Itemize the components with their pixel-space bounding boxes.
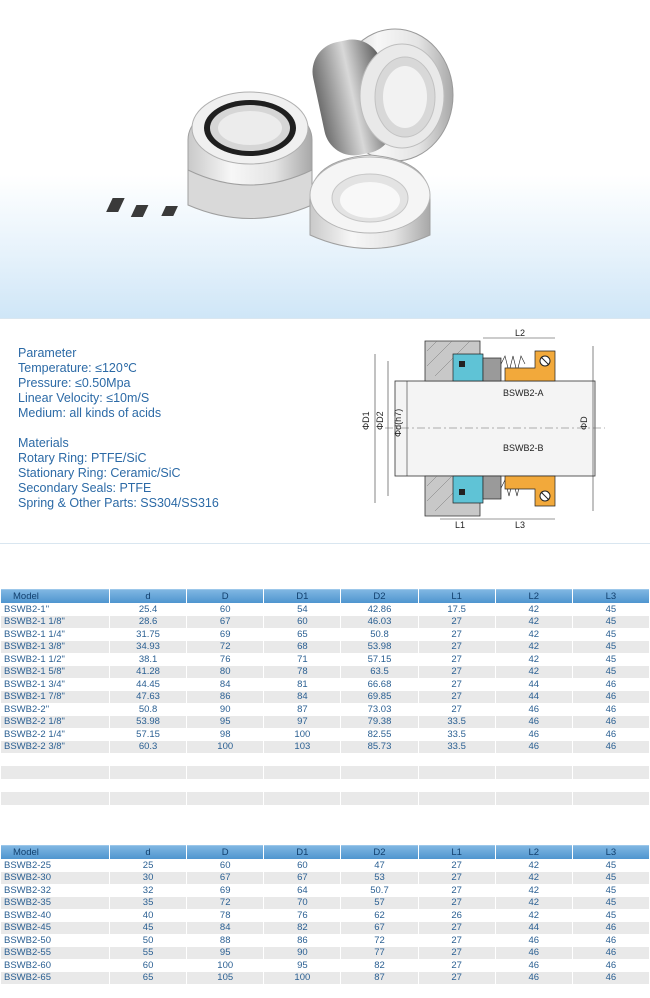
table-cell-empty: [264, 766, 340, 779]
table-cell: 98: [187, 728, 263, 741]
table-cell: 46: [573, 922, 649, 935]
table-cell: 57.15: [110, 728, 186, 741]
table-cell-empty: [1, 753, 109, 766]
table-cell: 27: [419, 653, 495, 666]
table-cell-empty: [110, 805, 186, 818]
table-cell: 73.03: [341, 703, 417, 716]
table-cell-empty: [573, 766, 649, 779]
dim-l3: L3: [515, 520, 526, 530]
table-cell-empty: [1, 792, 109, 805]
table-cell: 95: [264, 959, 340, 972]
table-cell: 46: [573, 934, 649, 947]
table-row: [1, 641, 649, 654]
table-cell-empty: [573, 779, 649, 792]
table-cell-empty: [1, 779, 109, 792]
parameter-pressure: Pressure: ≤0.50Mpa: [18, 376, 131, 390]
col-d1: D1: [264, 589, 340, 603]
table-cell: 100: [187, 741, 263, 754]
table-cell: 44: [496, 691, 572, 704]
table-cell: 45: [573, 909, 649, 922]
table-cell: 46: [573, 716, 649, 729]
col-d: d: [110, 845, 186, 859]
table-cell: 79.38: [341, 716, 417, 729]
table-cell: 87: [341, 972, 417, 985]
table-cell: 69: [187, 628, 263, 641]
table-cell: 86: [187, 691, 263, 704]
table-cell-empty: [264, 792, 340, 805]
table-cell: 50.8: [110, 703, 186, 716]
table-cell: 46: [573, 947, 649, 960]
table-cell: 71: [264, 653, 340, 666]
table-cell: BSWB2-1 7/8": [1, 691, 109, 704]
mechanical-seal-photo: [0, 0, 650, 318]
table-cell: 82: [341, 959, 417, 972]
table-cell: BSWB2-1 5/8": [1, 666, 109, 679]
col-d2: D2: [341, 589, 417, 603]
table-cell: BSWB2-2 3/8": [1, 741, 109, 754]
parameter-heading: Parameter: [18, 346, 77, 360]
table-cell: 42: [496, 603, 572, 616]
table-cell: 27: [419, 616, 495, 629]
table-row: [1, 628, 649, 641]
table-cell: BSWB2-65: [1, 972, 109, 985]
table-cell: 27: [419, 678, 495, 691]
table-cell-empty: [496, 753, 572, 766]
table-cell: 84: [187, 678, 263, 691]
table-cell: BSWB2-2": [1, 703, 109, 716]
seal-upright: [307, 29, 453, 161]
divider: [0, 318, 650, 319]
table-cell: 90: [187, 703, 263, 716]
table-cell: 31.75: [110, 628, 186, 641]
table-cell: 88: [187, 934, 263, 947]
table-cell: 78: [264, 666, 340, 679]
table-cell: 67: [341, 922, 417, 935]
table-cell: 33.5: [419, 728, 495, 741]
table-cell: 68: [264, 641, 340, 654]
col-outer-d: D: [187, 845, 263, 859]
table-cell: BSWB2-1 1/4": [1, 628, 109, 641]
table-row: [1, 922, 649, 935]
table-cell: 87: [264, 703, 340, 716]
table-cell: 84: [264, 691, 340, 704]
table-cell: 100: [264, 728, 340, 741]
table-cell: BSWB2-25: [1, 859, 109, 872]
table-cell: 45: [573, 897, 649, 910]
table-header-row: [1, 589, 649, 603]
col-l1: L1: [419, 589, 495, 603]
table-cell-empty: [496, 792, 572, 805]
table-cell: BSWB2-2 1/4": [1, 728, 109, 741]
table-cell: 57: [341, 897, 417, 910]
table-cell: 54: [264, 603, 340, 616]
table-cell: 80: [187, 666, 263, 679]
table-cell: 100: [264, 972, 340, 985]
table-cell: 27: [419, 666, 495, 679]
table-cell: 62: [341, 909, 417, 922]
table-cell-empty: [264, 753, 340, 766]
table-cell: 95: [187, 716, 263, 729]
table-cell: 27: [419, 884, 495, 897]
table-cell-empty: [264, 805, 340, 818]
table-row: [1, 691, 649, 704]
table-cell: 46: [496, 741, 572, 754]
dim-d: ΦD: [579, 416, 589, 430]
table-cell: 72: [187, 897, 263, 910]
table-cell: 46: [573, 959, 649, 972]
table-cell: 95: [187, 947, 263, 960]
table-cell: 27: [419, 959, 495, 972]
table-cell-empty: [341, 792, 417, 805]
table-cell-empty: [419, 779, 495, 792]
table-cell: 45: [573, 859, 649, 872]
table-cell: 46: [573, 678, 649, 691]
material-secondary-seals: Secondary Seals: PTFE: [18, 481, 152, 495]
table-cell-empty: [187, 766, 263, 779]
table-cell: 105: [187, 972, 263, 985]
table-cell: 33.5: [419, 741, 495, 754]
table-cell: 27: [419, 628, 495, 641]
table-cell: 97: [264, 716, 340, 729]
table-row: [1, 947, 649, 960]
table-cell-empty: [1, 805, 109, 818]
table-cell: 42.86: [341, 603, 417, 616]
table-cell-empty: [187, 805, 263, 818]
table-cell: 45: [110, 922, 186, 935]
parameter-temperature: Temperature: ≤120℃: [18, 361, 137, 375]
col-model: Model: [1, 845, 109, 859]
table-cell: 46: [573, 691, 649, 704]
table-row-empty: [1, 779, 649, 792]
material-rotary-ring: Rotary Ring: PTFE/SiC: [18, 451, 147, 465]
table-cell-empty: [341, 766, 417, 779]
col-model: Model: [1, 589, 109, 603]
table-cell: 38.1: [110, 653, 186, 666]
table-cell: 85.73: [341, 741, 417, 754]
col-l3: L3: [573, 589, 649, 603]
table-cell: 40: [110, 909, 186, 922]
table-cell: BSWB2-1 1/2": [1, 653, 109, 666]
table-cell: BSWB2-50: [1, 934, 109, 947]
table-cell: BSWB2-30: [1, 872, 109, 885]
table-cell: 27: [419, 641, 495, 654]
table-row: [1, 666, 649, 679]
table-cell-empty: [341, 805, 417, 818]
table-cell: 46: [496, 947, 572, 960]
table-cell: 44: [496, 678, 572, 691]
table-row: [1, 728, 649, 741]
materials-heading: Materials: [18, 436, 69, 450]
dim-d2: ΦD2: [375, 411, 385, 430]
table-row-empty: [1, 792, 649, 805]
table-cell: BSWB2-32: [1, 884, 109, 897]
table-cell: 46: [496, 703, 572, 716]
table-cell: 60: [110, 959, 186, 972]
table-cell: BSWB2-45: [1, 922, 109, 935]
table-cell: 45: [573, 653, 649, 666]
table-cell: 72: [341, 934, 417, 947]
table-cell: 66.68: [341, 678, 417, 691]
table-cell: 60: [187, 603, 263, 616]
table-cell-empty: [187, 779, 263, 792]
divider: [0, 543, 650, 544]
table-cell: 46: [573, 972, 649, 985]
table-row: [1, 909, 649, 922]
table-cell: 45: [573, 641, 649, 654]
table-cell: 42: [496, 859, 572, 872]
table-cell: 84: [187, 922, 263, 935]
table-cell: BSWB2-60: [1, 959, 109, 972]
table-cell: 26: [419, 909, 495, 922]
table-cell: 46: [496, 972, 572, 985]
table-cell: 42: [496, 641, 572, 654]
table-cell: 50: [110, 934, 186, 947]
table-cell: 53.98: [110, 716, 186, 729]
table-cell-empty: [419, 792, 495, 805]
table-cell: 53: [341, 872, 417, 885]
table-cell: 35: [110, 897, 186, 910]
table-cell-empty: [573, 753, 649, 766]
table-row: [1, 872, 649, 885]
table-cell: 67: [187, 616, 263, 629]
table-cell: 77: [341, 947, 417, 960]
table-cell: 46: [496, 934, 572, 947]
table-cell: 60: [264, 616, 340, 629]
table-cell-empty: [264, 779, 340, 792]
table-row-empty: [1, 766, 649, 779]
table-cell-empty: [419, 766, 495, 779]
table-cell: 57.15: [341, 653, 417, 666]
table-cell: 27: [419, 922, 495, 935]
table-cell: 27: [419, 947, 495, 960]
table-cell: 60.3: [110, 741, 186, 754]
table-cell: 81: [264, 678, 340, 691]
table-cell: 86: [264, 934, 340, 947]
table-cell: BSWB2-2 1/8": [1, 716, 109, 729]
table-cell: BSWB2-1 3/8": [1, 641, 109, 654]
specifications-block: [18, 346, 219, 511]
table-cell: 70: [264, 897, 340, 910]
table-row: [1, 934, 649, 947]
seal-stationary-ring: [310, 155, 430, 249]
table-row: [1, 653, 649, 666]
table-row: [1, 741, 649, 754]
table-cell: 45: [573, 884, 649, 897]
table-cell: 65: [264, 628, 340, 641]
table-cell-empty: [187, 753, 263, 766]
parameter-velocity: Linear Velocity: ≤10m/S: [18, 391, 150, 405]
col-l2: L2: [496, 845, 572, 859]
table-cell-empty: [573, 792, 649, 805]
table-cell: 55: [110, 947, 186, 960]
table-cell-empty: [419, 805, 495, 818]
table-cell: 64: [264, 884, 340, 897]
table-cell: 42: [496, 884, 572, 897]
table-cell: 47: [341, 859, 417, 872]
table-cell: 46: [573, 728, 649, 741]
dim-l1: L1: [455, 520, 466, 530]
table-cell: 46.03: [341, 616, 417, 629]
table-cell: 27: [419, 897, 495, 910]
table-cell-empty: [187, 792, 263, 805]
table-cell: 44: [496, 922, 572, 935]
label-bswb2-b: BSWB2-B: [503, 443, 544, 453]
col-d2: D2: [341, 845, 417, 859]
table-cell: 45: [573, 616, 649, 629]
table-cell: 69: [187, 884, 263, 897]
table-cell-empty: [341, 779, 417, 792]
table-cell: 45: [573, 603, 649, 616]
col-l1: L1: [419, 845, 495, 859]
table-cell-empty: [110, 792, 186, 805]
table-cell: 53.98: [341, 641, 417, 654]
table-cell: 46: [496, 716, 572, 729]
col-l2: L2: [496, 589, 572, 603]
table-cell: 100: [187, 959, 263, 972]
col-l3: L3: [573, 845, 649, 859]
col-d1: D1: [264, 845, 340, 859]
table-cell: 41.28: [110, 666, 186, 679]
table-header-row: [1, 845, 649, 859]
table-cell: BSWB2-1": [1, 603, 109, 616]
table-cell-empty: [496, 766, 572, 779]
table-cell: 46: [496, 959, 572, 972]
table-cell: 103: [264, 741, 340, 754]
table-cell: 46: [573, 703, 649, 716]
table-cell-empty: [110, 779, 186, 792]
dim-d1: ΦD1: [361, 411, 371, 430]
table-cell: 27: [419, 703, 495, 716]
table-cell: 50.7: [341, 884, 417, 897]
table-cell-empty: [341, 753, 417, 766]
table-cell: 42: [496, 628, 572, 641]
table-row-empty: [1, 805, 649, 818]
table-cell: 25: [110, 859, 186, 872]
table-cell-empty: [419, 753, 495, 766]
material-spring: Spring & Other Parts: SS304/SS316: [18, 496, 219, 510]
dim-l2: L2: [515, 328, 526, 338]
metric-size-table: [0, 845, 650, 984]
stationary-ring-bottom: [453, 476, 483, 503]
table-row-empty: [1, 753, 649, 766]
table-row: [1, 678, 649, 691]
table-cell: 69.85: [341, 691, 417, 704]
table-cell: 27: [419, 872, 495, 885]
table-row: [1, 616, 649, 629]
table-cell: BSWB2-40: [1, 909, 109, 922]
col-outer-d: D: [187, 589, 263, 603]
table-cell: 65: [110, 972, 186, 985]
table-row: [1, 972, 649, 985]
table-cell-empty: [110, 766, 186, 779]
table-cell: 28.6: [110, 616, 186, 629]
table-cell: BSWB2-35: [1, 897, 109, 910]
table-cell: 32: [110, 884, 186, 897]
table-row: [1, 703, 649, 716]
table-cell: 47.63: [110, 691, 186, 704]
table-cell-empty: [110, 753, 186, 766]
dim-d-h7: Φd(h7): [393, 408, 403, 437]
table-row: [1, 959, 649, 972]
table-cell: 27: [419, 934, 495, 947]
table-row: [1, 859, 649, 872]
table-cell: 27: [419, 859, 495, 872]
table-cell: 82: [264, 922, 340, 935]
material-stationary-ring: Stationary Ring: Ceramic/SiC: [18, 466, 181, 480]
table-cell: 72: [187, 641, 263, 654]
table-cell-empty: [1, 766, 109, 779]
table-cell: BSWB2-1 1/8": [1, 616, 109, 629]
table-cell: 42: [496, 666, 572, 679]
table-cell: 45: [573, 872, 649, 885]
table-cell: 60: [187, 859, 263, 872]
table-cell: 90: [264, 947, 340, 960]
shaft: [395, 381, 595, 476]
table-cell: BSWB2-1 3/4": [1, 678, 109, 691]
table-cell: 42: [496, 653, 572, 666]
table-row: [1, 897, 649, 910]
table-row: [1, 716, 649, 729]
table-cell: 44.45: [110, 678, 186, 691]
table-cell: 42: [496, 872, 572, 885]
table-row: [1, 884, 649, 897]
table-cell: 27: [419, 972, 495, 985]
table-cell: 60: [264, 859, 340, 872]
cross-section-diagram: [355, 326, 615, 531]
table-cell: 42: [496, 616, 572, 629]
table-cell: 76: [264, 909, 340, 922]
table-cell: 50.8: [341, 628, 417, 641]
inch-size-table: [0, 589, 650, 818]
label-bswb2-a: BSWB2-A: [503, 388, 544, 398]
table-cell: 46: [573, 741, 649, 754]
stationary-ring-top: [453, 354, 483, 381]
table-cell: 25.4: [110, 603, 186, 616]
table-cell: 46: [496, 728, 572, 741]
table-cell: BSWB2-55: [1, 947, 109, 960]
col-d: d: [110, 589, 186, 603]
table-cell-empty: [496, 779, 572, 792]
table-cell: 82.55: [341, 728, 417, 741]
table-cell: 45: [573, 666, 649, 679]
table-cell: 33.5: [419, 716, 495, 729]
table-cell-empty: [496, 805, 572, 818]
table-row: [1, 603, 649, 616]
table-cell: 78: [187, 909, 263, 922]
table-cell: 30: [110, 872, 186, 885]
seal-rotary-head: [106, 92, 312, 219]
table-cell: 45: [573, 628, 649, 641]
table-cell: 67: [264, 872, 340, 885]
product-photo-area: [0, 0, 650, 318]
table-cell: 42: [496, 897, 572, 910]
table-cell: 27: [419, 691, 495, 704]
table-cell: 67: [187, 872, 263, 885]
table-cell: 63.5: [341, 666, 417, 679]
parameter-medium: Medium: all kinds of acids: [18, 406, 162, 420]
table-cell: 76: [187, 653, 263, 666]
table-cell: 42: [496, 909, 572, 922]
table-cell: 34.93: [110, 641, 186, 654]
table-cell-empty: [573, 805, 649, 818]
table-cell: 17.5: [419, 603, 495, 616]
